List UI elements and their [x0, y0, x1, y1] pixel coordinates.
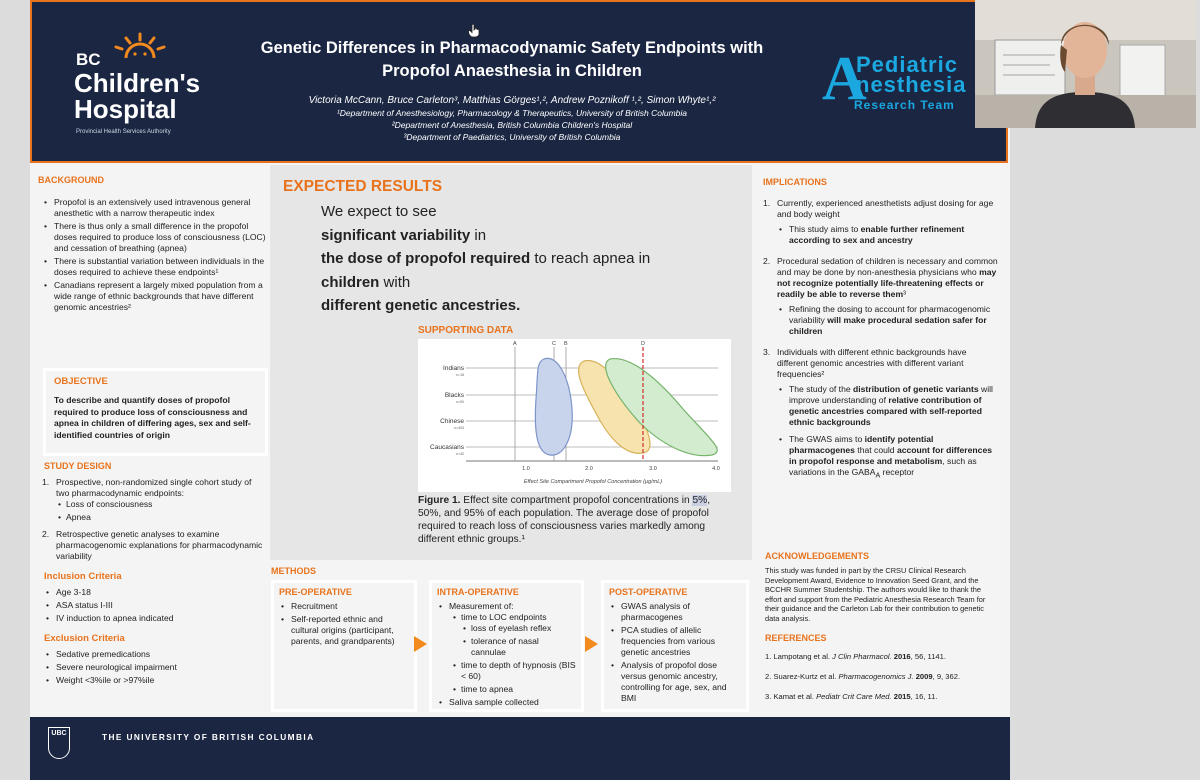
affiliation-2: ²Department of Anesthesia, British Columbia Children's Hospital — [391, 120, 633, 130]
exclusion-heading: Exclusion Criteria — [44, 633, 125, 644]
top-label: C — [552, 341, 556, 347]
post-operative-heading: POST-OPERATIVE — [609, 587, 688, 597]
list-item: 2. Retrospective genetic analyses to examine pharmacogenomic explanations for pharmacodynamic variability — [42, 529, 263, 561]
background-heading: BACKGROUND — [38, 175, 104, 185]
expected-results-heading: EXPECTED RESULTS — [283, 178, 443, 195]
expected-line-5: different genetic ancestries. — [321, 297, 521, 314]
x-tick-label: 1.0 — [522, 466, 530, 472]
list-item: • Measurement of: • time to LOC endpoints • loss of eyelash reflex • tolerance of nasal cannulae • time to depth of hypnosis (BIS < 60) • time to apnea — [437, 601, 576, 695]
x-tick-label: 3.0 — [649, 466, 657, 472]
reference-1: 1. Lampotang et al. J Clin Pharmacol. 2016, 56, 1141. — [765, 652, 946, 661]
group-n: n=50 — [456, 400, 464, 404]
top-label: B — [564, 341, 568, 347]
list-item: • Age 3-18 — [44, 587, 266, 598]
group-label: Indians — [443, 365, 464, 372]
reference-3: 3. Kamat et al. Pediatr Crit Care Med. 2015, 16, 11. — [765, 692, 938, 701]
poster-title — [207, 37, 817, 83]
arrow-right-icon — [585, 636, 598, 652]
list-item: • Loss of consciousness — [56, 499, 266, 510]
logo-word-research-team: Research Team — [854, 98, 955, 112]
list-item: 3. Individuals with different ethnic backgrounds have different genomic ancestries with different variant frequencies² • The study of the distribution of genetic variants will improve understanding of relative contribution of genetic ancestries compared with self-reported ethnic backgrounds • The GWAS aims to identify potential pharmacogenes that could account for differences in propofol response and metabolism, such as variations in the $GABA_A$ receptor — [763, 347, 999, 482]
list-item: • Apnea — [56, 512, 266, 523]
list-item: • Propofol is an extensively used intravenous general anesthetic with a narrow therapeutic index — [42, 197, 266, 219]
expected-results-text — [321, 200, 741, 318]
logo-line-phsa: Provincial Health Services Authority — [76, 129, 171, 135]
list-item: • tolerance of nasal cannulae — [461, 636, 576, 658]
logo-line-hospital: Hospital — [74, 94, 177, 124]
expected-line-1: We expect to see — [321, 203, 437, 220]
references-heading: REFERENCES — [765, 633, 827, 643]
webcam-image — [975, 0, 1196, 128]
poster-footer — [30, 717, 1010, 780]
inclusion-heading: Inclusion Criteria — [44, 571, 122, 582]
ubc-crest-icon: UBC — [48, 727, 70, 759]
list-item: • time to apnea — [451, 684, 576, 695]
list-item: • ASA status I-III — [44, 600, 266, 611]
list-item: • The GWAS aims to identify potential pharmacogenes that could account for differences in propofol response and metabolism, such as variations in the $GABA_A$ receptor — [777, 434, 999, 482]
pre-operative-box — [271, 580, 417, 712]
list-item: • GWAS analysis of pharmacogenes — [609, 601, 741, 623]
list-item: • loss of eyelash reflex — [461, 623, 576, 634]
list-item: • IV induction to apnea indicated — [44, 613, 266, 624]
list-item: • Self-reported ethnic and cultural origins (participant, parents, and grandparents) — [279, 614, 409, 647]
hand-cursor-icon — [468, 24, 480, 38]
indians-distribution — [535, 358, 572, 455]
figure-caption: Figure 1. Effect site compartment propofol concentrations in 5%, 50%, and 95% of each population. The average dose of propofol required to reach loss of consciousness varies markedly among different ethnic groups.¹ — [418, 495, 711, 545]
logo-word-nesthesia: nesthesia — [856, 72, 967, 97]
logo-line-bc: BC — [76, 50, 101, 69]
intra-operative-heading: INTRA-OPERATIVE — [437, 587, 519, 597]
title-line-1: Genetic Differences in Pharmacodynamic Safety Endpoints with — [260, 39, 764, 57]
group-n: n=18 — [456, 373, 464, 377]
figure-1-svg — [418, 339, 731, 492]
figure-1-chart — [418, 339, 731, 492]
intra-operative-box — [429, 580, 584, 712]
list-item: 1. Prospective, non-randomized single cohort study of two pharmacodynamic endpoints: • Loss of consciousness • Apnea — [42, 477, 266, 523]
poster-header — [30, 0, 1008, 163]
study-design-heading: STUDY DESIGN — [44, 461, 112, 471]
list-item: • Severe neurological impairment — [44, 662, 266, 673]
background-list — [42, 197, 266, 315]
top-label: D — [641, 341, 645, 347]
objective-heading: OBJECTIVE — [54, 376, 108, 387]
logo-line-childrens: Children's — [74, 68, 201, 98]
x-tick-label: 4.0 — [712, 466, 720, 472]
acknowledgements-text: This study was funded in part by the CRSU Clinical Research Development Award, Evidence to Innovation Seed Grant, and the BCCHR Summer Studentship. The authors would like to thank the effort and support from the Pediatric Anesthesia Research Team for their guidance and the Carleton Lab for their contribution to genetic data analysis. — [765, 566, 986, 623]
list-item: • Canadians represent a largely mixed population from a wide range of ethnic backgrounds that have different genomic ancestries² — [42, 280, 266, 313]
list-item: 2. Procedural sedation of children is necessary and common and may be done by non-anesthesia physicians who may not recognize potentially life-threatening effects or readily be able to reverse them³ • Refining the dosing to account for pharmacogenomic variability will make procedural sedation safer for children — [763, 256, 999, 337]
pediatric-anesthesia-research-team-logo — [822, 45, 972, 120]
list-item: • This study aims to enable further refinement according to sex and ancestry — [777, 224, 999, 246]
x-axis-label: Effect Site Compartment Propofol Concentration (µg/mL) — [523, 479, 663, 485]
expected-line-2: significant variability in — [321, 226, 487, 244]
list-item: • The study of the distribution of genetic variants will improve understanding of relative contribution of genetic ancestries compared with self-reported ethnic backgrounds — [777, 384, 999, 428]
objective-box — [43, 368, 268, 456]
affiliation-3: ³Department of Paediatrics, University of British Columbia — [403, 132, 621, 142]
list-item: • time to depth of hypnosis (BIS < 60) — [451, 660, 576, 682]
list-item: • There is substantial variation between individuals in the doses required to achieve these endpoints¹ — [42, 256, 266, 278]
logo-word-pediatric: Pediatric — [856, 52, 958, 77]
acknowledgements-heading: ACKNOWLEDGEMENTS — [765, 551, 869, 561]
ubc-name: THE UNIVERSITY OF BRITISH COLUMBIA — [102, 732, 315, 742]
list-item: • Weight <3%ile or >97%ile — [44, 675, 266, 686]
list-item: • time to LOC endpoints • loss of eyelash reflex • tolerance of nasal cannulae — [451, 612, 576, 658]
group-label: Blacks — [444, 392, 464, 399]
affiliation-1: ¹Department of Anesthesiology, Pharmacology & Therapeutics, University of British Columbia — [336, 108, 688, 118]
implications-content — [763, 198, 999, 486]
group-label: Chinese — [440, 418, 464, 425]
list-item: • Sedative premedications — [44, 649, 266, 660]
logo-big-a: A — [822, 45, 867, 113]
study-design-content — [42, 477, 266, 688]
arrow-right-icon — [414, 636, 427, 652]
reference-2: 2. Suarez-Kurtz et al. Pharmacogenomics J. 2009, 9, 362. — [765, 672, 961, 681]
implications-heading: IMPLICATIONS — [763, 177, 827, 187]
top-label: A — [513, 341, 517, 347]
expected-line-4: children with — [321, 273, 411, 291]
list-item: • Saliva sample collected — [437, 697, 576, 708]
list-item: • PCA studies of allelic frequencies from various genetic ancestries — [609, 625, 741, 658]
pre-operative-heading: PRE-OPERATIVE — [279, 587, 352, 597]
list-item: • Refining the dosing to account for pharmacogenomic variability will make procedural sedation safer for children — [777, 304, 999, 337]
objective-text: To describe and quantify doses of propofol required to produce loss of consciousness and apnea in children of differing ages, sex and self-identified countries of origin — [54, 395, 251, 440]
expected-line-3: the dose of propofol required to reach apnea in — [321, 250, 651, 267]
webcam-video-feed — [975, 0, 1196, 128]
list-item: • Recruitment — [279, 601, 409, 612]
list-item: 1. Currently, experienced anesthetists adjust dosing for age and body weight • This study aims to enable further refinement according to sex and ancestry — [763, 198, 999, 246]
sun-icon — [112, 32, 168, 64]
title-line-2: Propofol Anaesthesia in Children — [382, 62, 642, 80]
list-item: • There is thus only a small difference in the propofol doses required to produce loss of consciousness (LOC) and cessation of breathing (apnea) — [42, 221, 266, 254]
poster — [30, 0, 1010, 780]
supporting-data-heading: SUPPORTING DATA — [418, 325, 514, 336]
group-n: n=403 — [454, 426, 464, 430]
x-tick-label: 2.0 — [585, 466, 593, 472]
post-operative-box — [601, 580, 749, 712]
authors: Victoria McCann, Bruce Carleton³, Matthias Görges¹,², Andrew Poznikoff ¹,², Simon Whyte¹,² — [308, 95, 716, 106]
list-item: • Analysis of propofol dose versus genomic ancestry, controlling for age, sex, and BMI — [609, 660, 741, 704]
group-n: n=40 — [456, 452, 464, 456]
methods-heading: METHODS — [271, 566, 316, 576]
group-label: Caucasians — [430, 444, 464, 451]
